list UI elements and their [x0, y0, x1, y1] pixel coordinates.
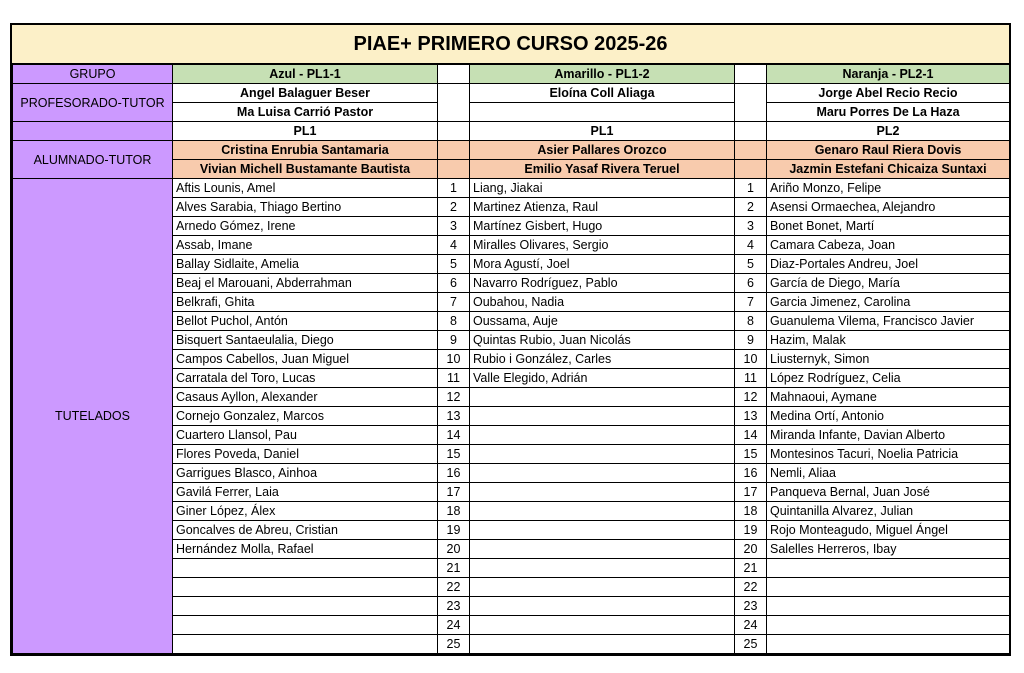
- tutelado-naranja: Nemli, Aliaa: [767, 464, 1010, 483]
- row-number-amarillo: 15: [438, 445, 470, 464]
- row-number-naranja: 18: [735, 502, 767, 521]
- tutelado-naranja: García de Diego, María: [767, 274, 1010, 293]
- alumno-naranja-2: Jazmin Estefani Chicaiza Suntaxi: [767, 160, 1010, 179]
- pl-row: [13, 122, 1010, 141]
- tutelado-naranja: Bonet Bonet, Martí: [767, 217, 1010, 236]
- tutelado-azul: Aftis Lounis, Amel: [173, 179, 438, 198]
- row-number-amarillo: 1: [438, 179, 470, 198]
- row-number-naranja: 24: [735, 616, 767, 635]
- tutelado-azul: Gavilá Ferrer, Laia: [173, 483, 438, 502]
- tutelado-azul: Goncalves de Abreu, Cristian: [173, 521, 438, 540]
- row-number-amarillo: 17: [438, 483, 470, 502]
- tutelado-amarillo: [470, 559, 735, 578]
- tutelado-azul: [173, 559, 438, 578]
- row-number-amarillo: 14: [438, 426, 470, 445]
- group-name-azul: Azul - PL1-1: [173, 65, 438, 84]
- tutelado-amarillo: [470, 521, 735, 540]
- row-number-naranja: 4: [735, 236, 767, 255]
- tutelado-naranja: Ariño Monzo, Felipe: [767, 179, 1010, 198]
- row-number-amarillo: 6: [438, 274, 470, 293]
- row-number-naranja: 14: [735, 426, 767, 445]
- tutelado-naranja: Rojo Monteagudo, Miguel Ángel: [767, 521, 1010, 540]
- row-number-amarillo: 13: [438, 407, 470, 426]
- tutelado-amarillo: Liang, Jiakai: [470, 179, 735, 198]
- row-number-naranja: 2: [735, 198, 767, 217]
- spreadsheet: [10, 23, 1011, 656]
- tutelado-amarillo: Mora Agustí, Joel: [470, 255, 735, 274]
- row-number-naranja: 15: [735, 445, 767, 464]
- spacer-cell: [735, 141, 767, 160]
- profesor-amarillo-2: [470, 103, 735, 122]
- row-number-naranja: 11: [735, 369, 767, 388]
- tutelado-azul: Alves Sarabia, Thiago Bertino: [173, 198, 438, 217]
- spacer-cell: [735, 84, 767, 122]
- profesor-naranja-1: Jorge Abel Recio Recio: [767, 84, 1010, 103]
- row-number-amarillo: 19: [438, 521, 470, 540]
- alumno-naranja-1: Genaro Raul Riera Dovis: [767, 141, 1010, 160]
- row-number-naranja: 12: [735, 388, 767, 407]
- row-number-amarillo: 18: [438, 502, 470, 521]
- tutelado-azul: [173, 597, 438, 616]
- row-number-amarillo: 8: [438, 312, 470, 331]
- tutelado-amarillo: Miralles Olivares, Sergio: [470, 236, 735, 255]
- tutelado-amarillo: [470, 464, 735, 483]
- row-number-naranja: 1: [735, 179, 767, 198]
- row-number-naranja: 5: [735, 255, 767, 274]
- alumnado-label: ALUMNADO-TUTOR: [13, 141, 173, 179]
- tutelado-azul: Cornejo Gonzalez, Marcos: [173, 407, 438, 426]
- row-number-naranja: 7: [735, 293, 767, 312]
- tutelado-naranja: López Rodríguez, Celia: [767, 369, 1010, 388]
- pl-amarillo: PL1: [470, 122, 735, 141]
- row-number-naranja: 22: [735, 578, 767, 597]
- tutelado-naranja: Asensi Ormaechea, Alejandro: [767, 198, 1010, 217]
- tutelado-amarillo: [470, 540, 735, 559]
- tutelado-naranja: [767, 578, 1010, 597]
- row-number-naranja: 8: [735, 312, 767, 331]
- row-number-amarillo: 2: [438, 198, 470, 217]
- tutelado-naranja: Miranda Infante, Davian Alberto: [767, 426, 1010, 445]
- tutelado-amarillo: Martinez Atienza, Raul: [470, 198, 735, 217]
- tutelado-amarillo: [470, 388, 735, 407]
- tutelado-azul: Carratala del Toro, Lucas: [173, 369, 438, 388]
- row-number-naranja: 25: [735, 635, 767, 654]
- tutelado-azul: Garrigues Blasco, Ainhoa: [173, 464, 438, 483]
- row-number-amarillo: 24: [438, 616, 470, 635]
- profesor-naranja-2: Maru Porres De La Haza: [767, 103, 1010, 122]
- row-number-naranja: 6: [735, 274, 767, 293]
- profesor-azul-2: Ma Luisa Carrió Pastor: [173, 103, 438, 122]
- spacer-cell: [438, 160, 470, 179]
- tutelado-amarillo: Martínez Gisbert, Hugo: [470, 217, 735, 236]
- row-number-amarillo: 5: [438, 255, 470, 274]
- tutelado-amarillo: [470, 578, 735, 597]
- alumno-amarillo-2: Emilio Yasaf Rivera Teruel: [470, 160, 735, 179]
- tutelado-azul: Beaj el Marouani, Abderrahman: [173, 274, 438, 293]
- tutelado-naranja: Hazim, Malak: [767, 331, 1010, 350]
- tutelado-naranja: Garcia Jimenez, Carolina: [767, 293, 1010, 312]
- group-row: [13, 65, 1010, 84]
- tutelados-label: TUTELADOS: [13, 179, 173, 654]
- row-number-amarillo: 11: [438, 369, 470, 388]
- tutelado-naranja: Panqueva Bernal, Juan José: [767, 483, 1010, 502]
- alumno-azul-2: Vivian Michell Bustamante Bautista: [173, 160, 438, 179]
- tutelado-azul: Belkrafi, Ghita: [173, 293, 438, 312]
- row-number-amarillo: 3: [438, 217, 470, 236]
- tutelado-naranja: Medina Ortí, Antonio: [767, 407, 1010, 426]
- alumno-azul-1: Cristina Enrubia Santamaria: [173, 141, 438, 160]
- row-number-amarillo: 4: [438, 236, 470, 255]
- row-number-amarillo: 20: [438, 540, 470, 559]
- row-number-amarillo: 10: [438, 350, 470, 369]
- row-number-naranja: 19: [735, 521, 767, 540]
- row-number-amarillo: 23: [438, 597, 470, 616]
- tutelado-amarillo: [470, 445, 735, 464]
- row-number-naranja: 13: [735, 407, 767, 426]
- row-number-amarillo: 22: [438, 578, 470, 597]
- tutelado-naranja: [767, 559, 1010, 578]
- tutelado-amarillo: [470, 635, 735, 654]
- tutelado-amarillo: Navarro Rodríguez, Pablo: [470, 274, 735, 293]
- row-number-amarillo: 7: [438, 293, 470, 312]
- tutelado-amarillo: [470, 407, 735, 426]
- group-name-naranja: Naranja - PL2-1: [767, 65, 1010, 84]
- spacer-cell: [438, 84, 470, 122]
- group-name-amarillo: Amarillo - PL1-2: [470, 65, 735, 84]
- row-number-naranja: 23: [735, 597, 767, 616]
- pl-azul: PL1: [173, 122, 438, 141]
- tutelado-azul: Giner López, Álex: [173, 502, 438, 521]
- tutelado-azul: Campos Cabellos, Juan Miguel: [173, 350, 438, 369]
- tutelado-amarillo: Oubahou, Nadia: [470, 293, 735, 312]
- tutelado-naranja: [767, 597, 1010, 616]
- pl-label-empty: [13, 122, 173, 141]
- tutoring-table: [12, 64, 1010, 654]
- tutelado-naranja: Diaz-Portales Andreu, Joel: [767, 255, 1010, 274]
- tutelado-azul: Flores Poveda, Daniel: [173, 445, 438, 464]
- tutelado-azul: Arnedo Gómez, Irene: [173, 217, 438, 236]
- sheet-title: PIAE+ PRIMERO CURSO 2025-26: [12, 25, 1009, 64]
- row-number-amarillo: 25: [438, 635, 470, 654]
- row-number-amarillo: 21: [438, 559, 470, 578]
- spacer-cell: [438, 65, 470, 84]
- tutelado-amarillo: [470, 502, 735, 521]
- row-number-amarillo: 9: [438, 331, 470, 350]
- pl-naranja: PL2: [767, 122, 1010, 141]
- tutelado-naranja: [767, 616, 1010, 635]
- spacer-cell: [438, 122, 470, 141]
- tutelado-naranja: Camara Cabeza, Joan: [767, 236, 1010, 255]
- profesorado-label: PROFESORADO-TUTOR: [13, 84, 173, 122]
- spacer-cell: [735, 160, 767, 179]
- row-number-naranja: 9: [735, 331, 767, 350]
- tutelado-naranja: Salelles Herreros, Ibay: [767, 540, 1010, 559]
- row-number-naranja: 20: [735, 540, 767, 559]
- tutelado-naranja: Mahnaoui, Aymane: [767, 388, 1010, 407]
- alumnado-row-1: [13, 141, 1010, 160]
- profesor-azul-1: Angel Balaguer Beser: [173, 84, 438, 103]
- tutelado-azul: [173, 616, 438, 635]
- tutelado-azul: [173, 578, 438, 597]
- row-number-naranja: 10: [735, 350, 767, 369]
- tutelado-amarillo: [470, 426, 735, 445]
- tutelado-amarillo: [470, 597, 735, 616]
- tutelado-naranja: [767, 635, 1010, 654]
- tutelado-amarillo: Oussama, Auje: [470, 312, 735, 331]
- profesorado-row-1: [13, 84, 1010, 103]
- tutelado-azul: [173, 635, 438, 654]
- profesor-amarillo-1: Eloína Coll Aliaga: [470, 84, 735, 103]
- spacer-cell: [735, 65, 767, 84]
- tutelado-azul: Hernández Molla, Rafael: [173, 540, 438, 559]
- tutelado-naranja: Guanulema Vilema, Francisco Javier: [767, 312, 1010, 331]
- table-row: [13, 179, 1010, 198]
- tutelado-naranja: Liusternyk, Simon: [767, 350, 1010, 369]
- alumno-amarillo-1: Asier Pallares Orozco: [470, 141, 735, 160]
- spacer-cell: [735, 122, 767, 141]
- tutelado-azul: Bellot Puchol, Antón: [173, 312, 438, 331]
- tutelado-naranja: Quintanilla Alvarez, Julian: [767, 502, 1010, 521]
- tutelado-amarillo: Rubio i González, Carles: [470, 350, 735, 369]
- tutelado-naranja: Montesinos Tacuri, Noelia Patricia: [767, 445, 1010, 464]
- row-number-naranja: 17: [735, 483, 767, 502]
- row-number-naranja: 21: [735, 559, 767, 578]
- tutelado-amarillo: Quintas Rubio, Juan Nicolás: [470, 331, 735, 350]
- row-number-amarillo: 16: [438, 464, 470, 483]
- tutelado-amarillo: [470, 483, 735, 502]
- spacer-cell: [438, 141, 470, 160]
- tutelado-azul: Casaus Ayllon, Alexander: [173, 388, 438, 407]
- tutelado-azul: Ballay Sidlaite, Amelia: [173, 255, 438, 274]
- tutelado-azul: Cuartero Llansol, Pau: [173, 426, 438, 445]
- row-number-naranja: 16: [735, 464, 767, 483]
- tutelado-amarillo: Valle Elegido, Adrián: [470, 369, 735, 388]
- tutelado-amarillo: [470, 616, 735, 635]
- tutelado-azul: Bisquert Santaeulalia, Diego: [173, 331, 438, 350]
- row-number-naranja: 3: [735, 217, 767, 236]
- tutelado-azul: Assab, Imane: [173, 236, 438, 255]
- grupo-label: GRUPO: [13, 65, 173, 84]
- row-number-amarillo: 12: [438, 388, 470, 407]
